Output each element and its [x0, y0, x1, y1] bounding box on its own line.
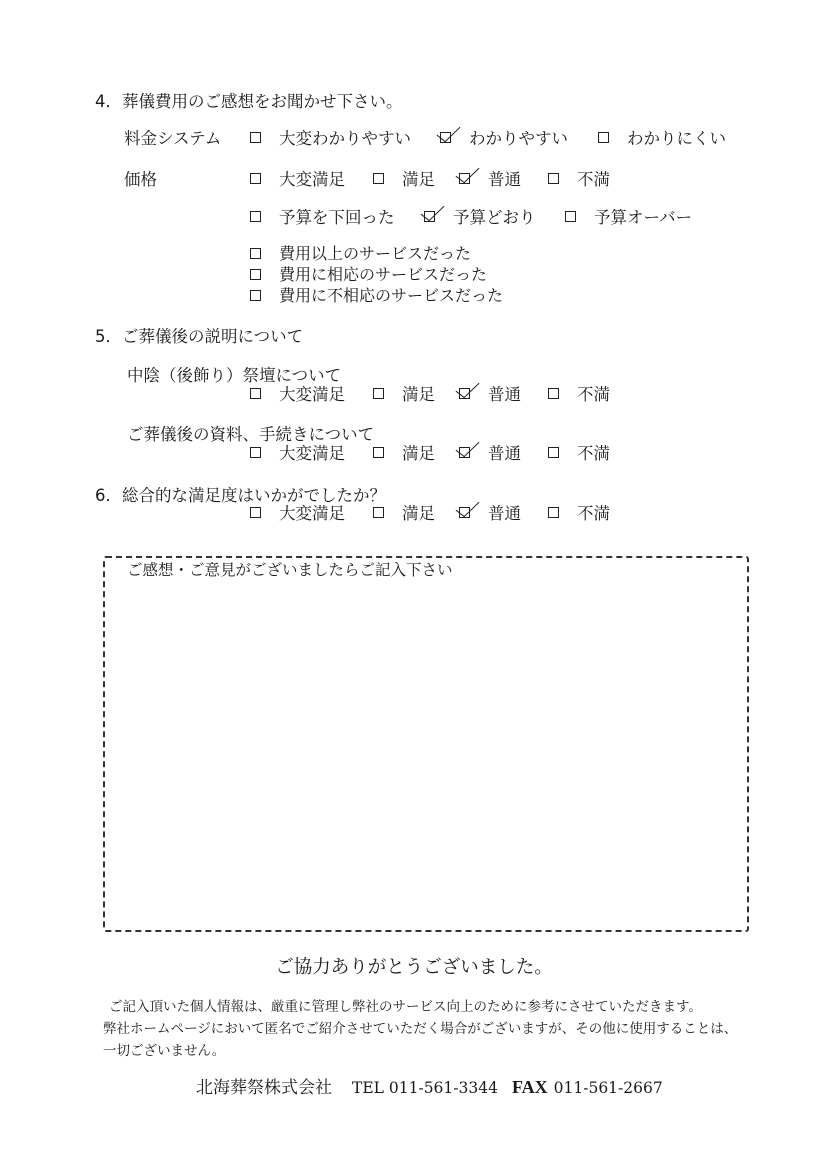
- checkbox[interactable]: [250, 388, 261, 399]
- q4-budget-option-3[interactable]: 予算オーバー: [565, 204, 692, 228]
- q5-documents-option-4[interactable]: 不満: [548, 440, 610, 464]
- q5-documents-option-1[interactable]: 大変満足: [250, 440, 345, 464]
- checkbox-checked[interactable]: [459, 507, 470, 518]
- q4-value-option-3[interactable]: 費用に不相応のサービスだった: [250, 285, 503, 306]
- tel-number: TEL 011-561-3344: [352, 1079, 498, 1097]
- privacy-notice: [103, 996, 737, 1062]
- checkbox-checked[interactable]: [440, 132, 451, 143]
- checkbox-checked[interactable]: [459, 447, 470, 458]
- checkbox[interactable]: [250, 507, 261, 518]
- q6-option-1[interactable]: 大変満足: [250, 500, 345, 524]
- checkbox[interactable]: [598, 132, 609, 143]
- checkbox[interactable]: [565, 211, 576, 222]
- q4-budget-option-1[interactable]: 予算を下回った: [250, 204, 395, 228]
- q5-altar-option-3[interactable]: 普通: [459, 381, 521, 405]
- checkbox[interactable]: [250, 211, 261, 222]
- q6-option-2[interactable]: 満足: [373, 500, 435, 524]
- checkbox[interactable]: [548, 388, 559, 399]
- q4-fee-option-2[interactable]: わかりやすい: [440, 125, 568, 149]
- q5-altar-option-4[interactable]: 不満: [548, 381, 610, 405]
- q6-option-4[interactable]: 不満: [548, 500, 610, 524]
- q5-documents-option-2[interactable]: 満足: [373, 440, 435, 464]
- comment-box-title: ご感想・ご意見がございましたらご記入下さい: [127, 561, 453, 579]
- q5-documents-label: ご葬儀後の資料、手続きについて: [127, 425, 375, 444]
- comment-box[interactable]: [103, 556, 749, 932]
- checkbox[interactable]: [250, 132, 261, 143]
- q5-altar-option-1[interactable]: 大変満足: [250, 381, 345, 405]
- checkbox[interactable]: [373, 173, 384, 184]
- privacy-notice-line-1: ご記入頂いた個人情報は、厳重に管理し弊社のサービス向上のために参考にさせていただきます。: [109, 999, 702, 1015]
- q6-option-3[interactable]: 普通: [459, 500, 521, 524]
- q4-price-option-2[interactable]: 満足: [373, 166, 435, 190]
- privacy-notice-line-3: 一切ございません。: [103, 1043, 226, 1059]
- question-4-title: 4．葬儀費用のご感想をお聞かせ下さい。: [95, 92, 403, 111]
- checkbox-checked[interactable]: [459, 173, 470, 184]
- fax-label: FAX: [511, 1077, 548, 1097]
- q4-value-options: [250, 243, 503, 306]
- company-footer: [196, 1073, 663, 1098]
- checkbox[interactable]: [548, 173, 559, 184]
- checkbox[interactable]: [373, 447, 384, 458]
- checkbox[interactable]: [548, 447, 559, 458]
- checkbox[interactable]: [250, 269, 261, 280]
- checkbox[interactable]: [250, 447, 261, 458]
- fax-number: 011-561-2667: [553, 1079, 663, 1097]
- checkbox[interactable]: [373, 507, 384, 518]
- q4-price-option-3[interactable]: 普通: [459, 166, 521, 190]
- checkbox[interactable]: [250, 248, 261, 259]
- q4-price-option-4[interactable]: 不満: [548, 166, 610, 190]
- q5-documents-option-3[interactable]: 普通: [459, 440, 521, 464]
- q4-value-option-1[interactable]: 費用以上のサービスだった: [250, 243, 503, 264]
- checkbox-checked[interactable]: [459, 388, 470, 399]
- q4-fee-system-label: 料金システム: [124, 129, 222, 148]
- checkbox[interactable]: [250, 290, 261, 301]
- privacy-notice-line-2: 弊社ホームページにおいて匿名でご紹介させていただく場合がございますが、その他に使用することは、: [103, 1021, 738, 1037]
- q4-budget-option-2[interactable]: 予算どおり: [424, 204, 536, 228]
- company-name: 北海葬祭株式会社: [196, 1078, 332, 1098]
- q4-fee-option-1[interactable]: 大変わかりやすい: [250, 125, 411, 149]
- q5-altar-option-2[interactable]: 満足: [373, 381, 435, 405]
- checkbox[interactable]: [373, 388, 384, 399]
- question-6-title: 6．総合的な満足度はいかがでしたか？: [95, 486, 386, 505]
- thanks-message: ご協力ありがとうございました。: [275, 957, 553, 978]
- checkbox-checked[interactable]: [424, 211, 435, 222]
- q4-price-label: 価格: [124, 170, 157, 189]
- q4-value-option-2[interactable]: 費用に相応のサービスだった: [250, 264, 503, 285]
- q4-price-option-1[interactable]: 大変満足: [250, 166, 345, 190]
- question-5-title: 5．ご葬儀後の説明について: [95, 327, 304, 346]
- checkbox[interactable]: [250, 173, 261, 184]
- checkbox[interactable]: [548, 507, 559, 518]
- q4-fee-option-3[interactable]: わかりにくい: [598, 125, 726, 149]
- q5-altar-label: 中陰（後飾り）祭壇について: [127, 366, 342, 385]
